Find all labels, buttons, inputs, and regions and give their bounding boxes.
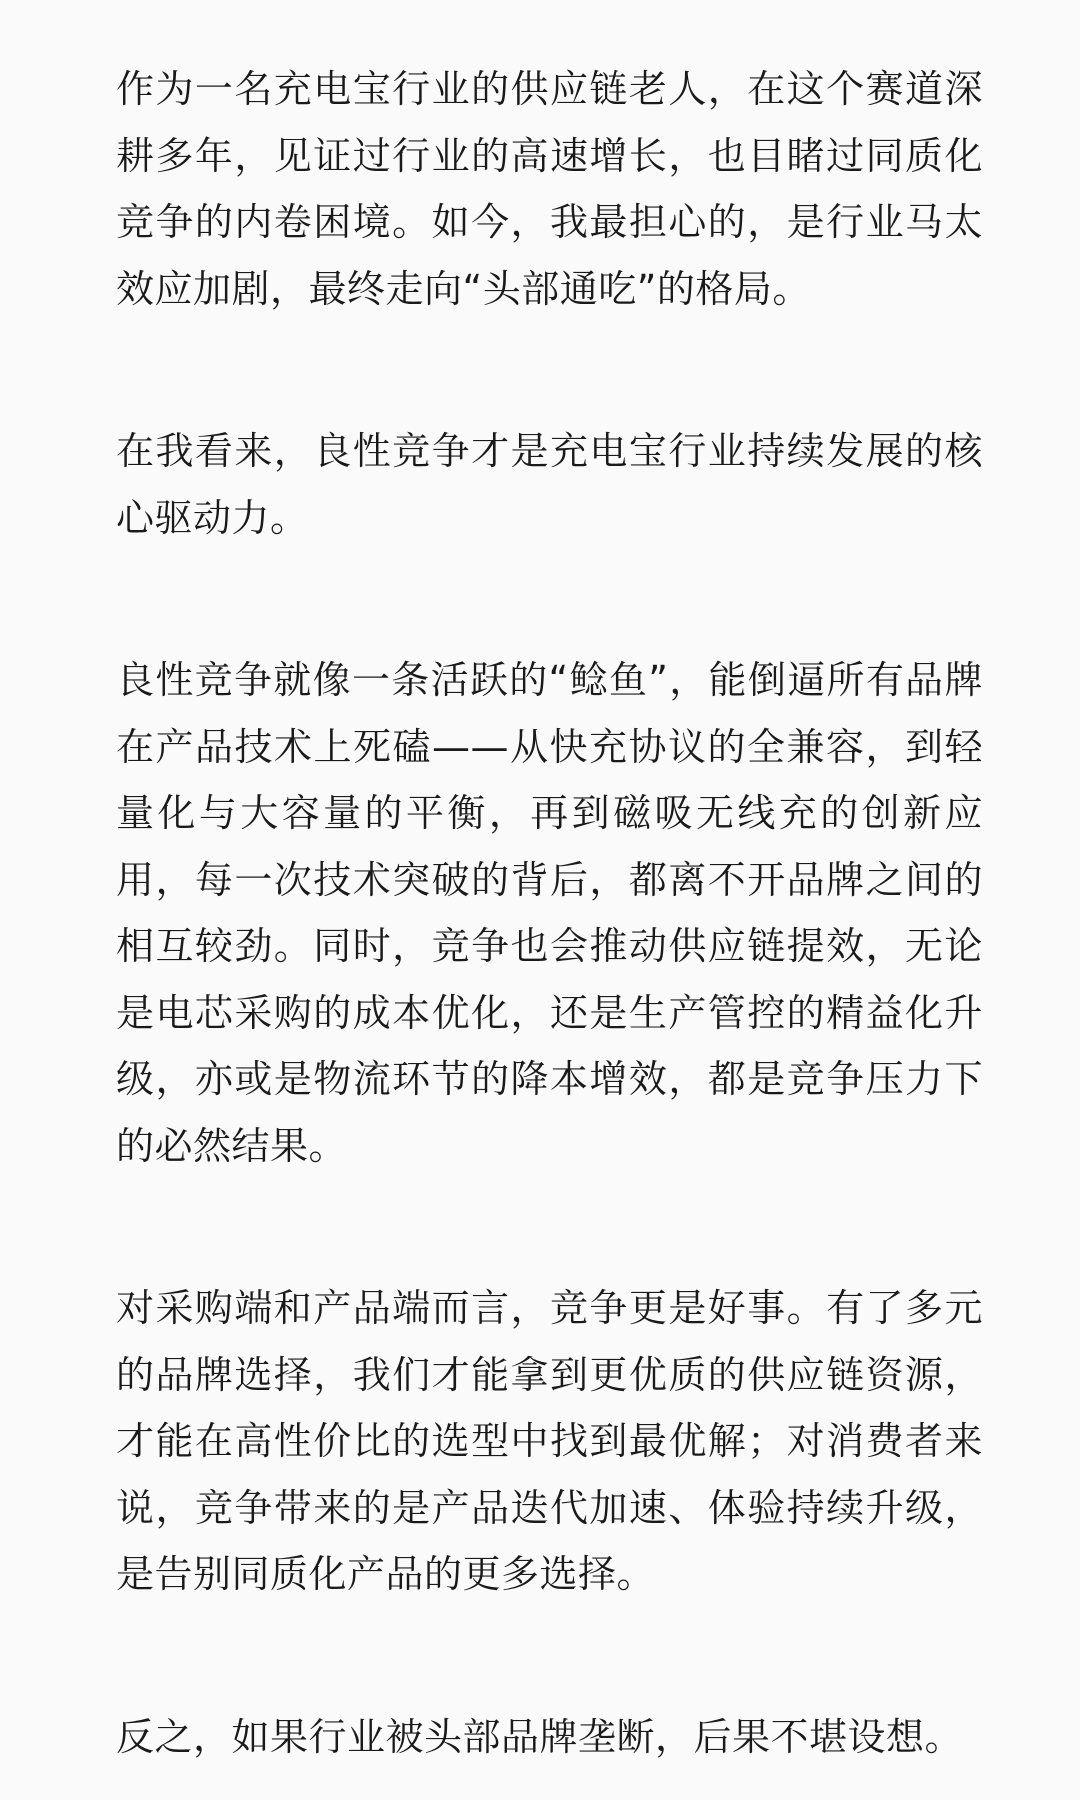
paragraph-catfish-effect: 良性竞争就像一条活跃的“鲶鱼”，能倒逼所有品牌在产品技术上死磕——从快充协议的全兼容，到轻量化与大容量的平衡，再到磁吸无线充的创新应用，每一次技术突破的背后，都离不开品牌之间的相互较劲。同时，竞争也会推动供应链提效，无论是电芯采购的成本优化，还是生产管控的精益化升级，亦或是物流环节的降本增效，都是竞争压力下的必然结果。: [116, 658, 983, 1168]
paragraph-gap: [116, 322, 983, 418]
paragraph-intro: 作为一名充电宝行业的供应链老人，在这个赛道深耕多年，见证过行业的高速增长，也目睹过同质化竞争的内卷困境。如今，我最担心的，是行业马太效应加剧，最终走向“头部通吃”的格局。: [116, 67, 983, 311]
paragraph-gap: [116, 551, 983, 647]
paragraph-benefits: 对采购端和产品端而言，竞争更是好事。有了多元的品牌选择，我们才能拿到更优质的供应链资源，才能在高性价比的选型中找到最优解；对消费者来说，竞争带来的是产品迭代加速、体验持续升级，是告别同质化产品的更多选择。: [116, 1286, 983, 1596]
paragraph-core-driver: 在我看来，良性竞争才是充电宝行业持续发展的核心驱动力。: [116, 429, 983, 540]
paragraph-gap: [116, 1608, 983, 1704]
paragraph-gap: [116, 1179, 983, 1275]
paragraph-monopoly-warning: 反之，如果行业被头部品牌垄断，后果不堪设想。: [116, 1714, 964, 1759]
